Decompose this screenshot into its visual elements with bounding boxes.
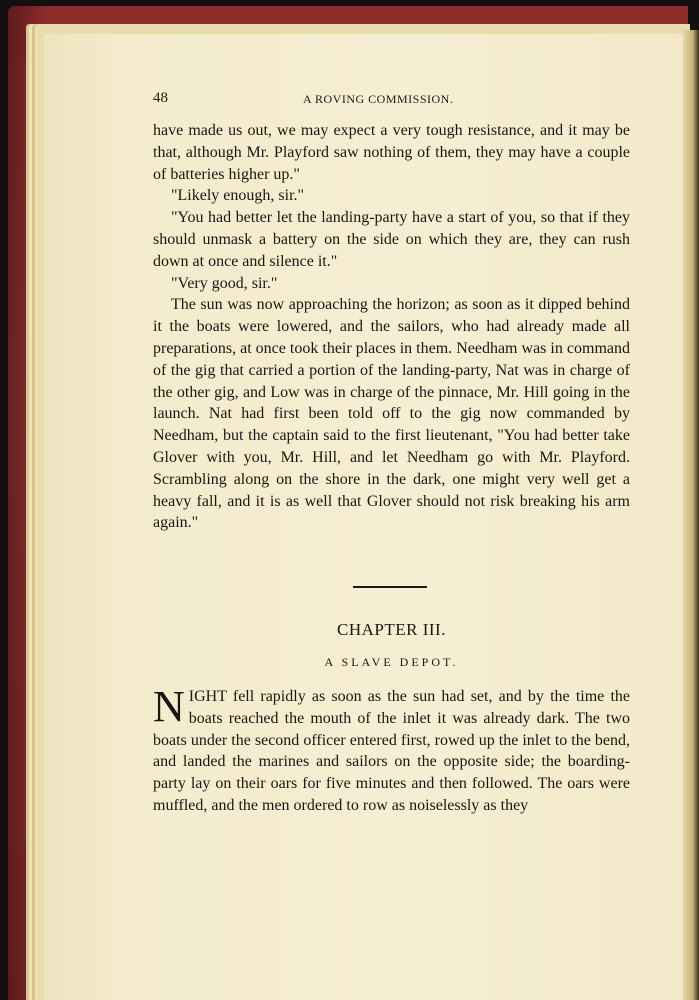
page-header — [153, 90, 629, 110]
paragraph-continuation: have made us out, we may expect a very tough resistance, and it may be that, although Mr. Playford saw nothing of them, they may have a couple of batteries higher up." — [153, 122, 630, 183]
chapter-opening-paragraph — [153, 682, 630, 817]
paragraph-dialogue: "Likely enough, sir." — [171, 187, 305, 205]
paragraph-dialogue: "You had better let the landing-party have a start of you, so that if they should unmask a battery on the side on which they are, they can rush down at once and silence it." — [153, 209, 630, 270]
drop-cap: N — [153, 682, 185, 731]
body-text — [153, 120, 630, 534]
page-number: 48 — [153, 90, 168, 106]
chapter-title: CHAPTER III. — [337, 620, 446, 639]
page-right-edge — [683, 30, 699, 1000]
chapter-opening — [153, 682, 630, 817]
chapter-opening-text: IGHT fell rapidly as soon as the sun had set, and by the time the boats reached the mouth of the inlet it was already dark. The two boats under the second officer entered first, rowed up the inlet to the bend, and landed the marines and sailors on the opposite side; the boarding-party lay on their oars for five minutes and then followed. The oars were muffled, and the men ordered to row as noiselessly as they — [153, 688, 630, 814]
section-divider — [353, 586, 427, 588]
paragraph-dialogue: "Very good, sir." — [171, 274, 278, 292]
running-head: A ROVING COMMISSION. — [303, 92, 454, 106]
paragraph-narrative: The sun was now approaching the horizon; as soon as it dipped behind it the boats were lowered, and the sailors, who had already made all preparations, at once took their places in them. Needham was in command of the gig that carried a portion of the landing-party, Nat was in charge of the other gig, and Low was in charge of the pinnace, Mr. Hill going in the launch. Nat had first been told off to the gig now commanded by Needham, but the captain said to the first lieutenant, "You had better take Glover with you, Mr. Hill, and let Needham go with Mr. Playford. Scrambling along on the shore in the dark, one might very well get a heavy fall, and it is as well that Glover should not risk breaking his arm again." — [153, 296, 630, 532]
chapter-subtitle: A SLAVE DEPOT. — [324, 655, 459, 669]
